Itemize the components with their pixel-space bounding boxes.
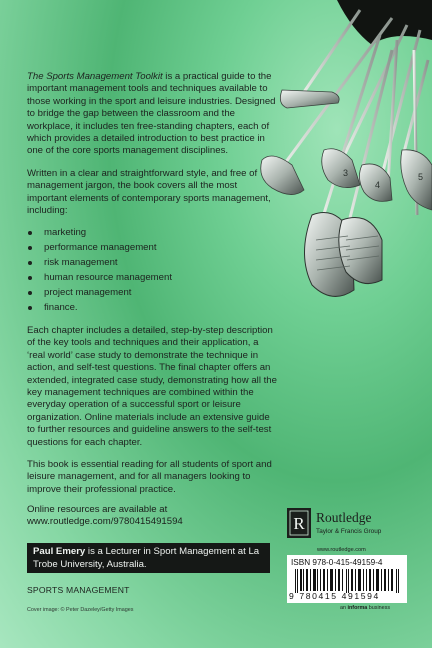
isbn-label: ISBN 978-0-415-49159-4 — [291, 558, 383, 567]
informa-bold: informa — [347, 605, 368, 611]
club-number-label: 3 — [343, 168, 349, 178]
author-bio: is a Lecturer in Sport Management at La Trobe University, Australia. — [33, 546, 260, 570]
intro-text: is a practical guide to the important management tools and techniques available to those working in the sport and leisure industries. Designed to bridge the gap between the classroom and the workplace, it includes ten free-standing chapters, each of which provides a detailed introduction to best practice in one of the core sports management disciplines. — [27, 71, 276, 157]
subject-category: SPORTS MANAGEMENT — [27, 585, 130, 595]
club-number-label: 5 — [418, 172, 424, 182]
list-item: project management — [27, 287, 277, 299]
routledge-logo-letter: R — [293, 514, 305, 533]
paragraph-2: Written in a clear and straightforward style, and free of management jargon, the book covers all the most important elements of contemporary sports management, including: — [27, 167, 271, 217]
barcode-icon — [295, 569, 401, 593]
author-bio-box — [27, 543, 270, 573]
routledge-logo-icon — [287, 508, 311, 538]
paragraph-3: Each chapter includes a detailed, step-by-step description of the key tools and techniques and their application, a ‘real world’ case study to demonstrate the technique in action, and self-test questions. The final chapter offers an extended, integrated case study, demonstrating how all the key management techniques are combined within the everyday operation of a successful sport or leisure organization. Online materials include an extensive guide to further resources and guideline answers to the self-test questions for each chapter. — [27, 324, 277, 448]
online-resources — [27, 504, 277, 529]
topics-list — [27, 227, 277, 314]
informa-suffix: business — [367, 605, 391, 611]
cover-image-credit: Cover image: © Peter Dazeley/Getty Images — [27, 607, 134, 613]
publisher-url: www.routledge.com — [317, 547, 366, 553]
intro-paragraph — [27, 71, 277, 158]
author-name: Paul Emery — [33, 546, 86, 557]
book-title-italic: The Sports Management Toolkit — [27, 71, 163, 82]
blurb-text — [27, 71, 277, 506]
informa-prefix: an — [340, 605, 348, 611]
online-resources-label: Online resources are available at — [27, 504, 168, 515]
barcode-box — [287, 555, 407, 603]
club-number-label: 4 — [375, 180, 381, 190]
informa-business-label — [340, 605, 390, 611]
list-item: human resource management — [27, 272, 277, 284]
online-resources-url: www.routledge.com/9780415491594 — [27, 516, 183, 528]
list-item: risk management — [27, 257, 277, 269]
list-item: performance management — [27, 242, 277, 254]
barcode-digits: 9 780415 491594 — [289, 591, 380, 601]
publisher-name: Routledge — [316, 510, 372, 525]
list-item: finance. — [27, 302, 277, 314]
paragraph-4: This book is essential reading for all students of sport and leisure management, and for all managers looking to improve their professional practice. — [27, 458, 272, 495]
list-item: marketing — [27, 227, 277, 239]
publisher-group: Taylor & Francis Group — [316, 528, 382, 535]
